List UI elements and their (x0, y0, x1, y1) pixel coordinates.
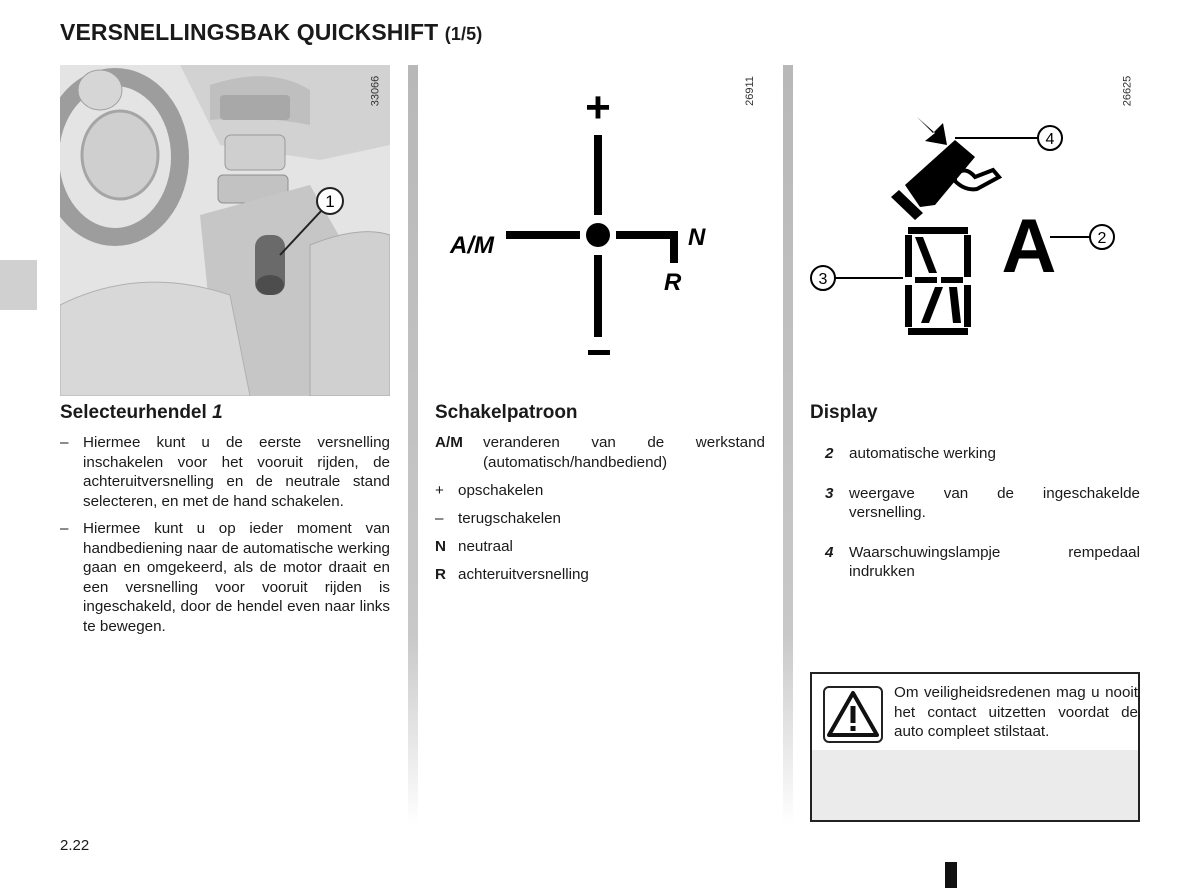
bullet-dash: – (60, 520, 69, 537)
definition-text: neutraal (458, 537, 513, 555)
definition-term: – (435, 509, 444, 527)
list-item-text: Hiermee kunt u op ieder moment van handbediening naar de automatische werking gaan en omgekeerd, als de motor draait en een versnelling voor vooruit rijden is ingeschakeld, door de hendel even naar links te bewegen. (83, 520, 390, 635)
callout-4-label: 4 (1045, 131, 1055, 148)
gear-digit-display (905, 227, 971, 335)
list-item (825, 444, 1140, 464)
definition-term: A/M (435, 434, 463, 451)
bullet-dash: – (60, 434, 69, 451)
display-diagram (795, 65, 1150, 385)
legend-text: weergave van de ingeschakelde versnelling. (849, 484, 1140, 521)
list-item (825, 484, 1140, 523)
definition-term: N (435, 537, 446, 555)
list-item (60, 519, 390, 636)
page-title (60, 19, 482, 46)
list-item (825, 543, 1140, 582)
figure-ref-photo: 33066 (369, 75, 382, 107)
list-item (435, 565, 765, 585)
title-main: VERSNELLINGSBAK QUICKSHIFT (60, 19, 439, 45)
title-part-indicator: (1/5) (444, 24, 483, 44)
gear-lever-photo (60, 65, 390, 396)
display-heading: Display (810, 402, 878, 423)
page-edge-marker (945, 862, 957, 888)
legend-number: 4 (825, 543, 834, 561)
warning-triangle-icon (823, 686, 883, 743)
definition-text: terugschakelen (458, 509, 562, 527)
warning-text: Om veiligheidsredenen mag u nooit het contact uitzetten voordat de auto compleet stilstaat. (894, 684, 1138, 740)
pattern-heading: Schakelpatroon (435, 402, 578, 423)
selector-bullet-list (60, 433, 390, 644)
legend-number: 3 (825, 484, 834, 502)
list-item (435, 481, 765, 501)
page-number: 2.22 (60, 837, 90, 854)
warning-content (812, 674, 1138, 750)
list-item (435, 537, 765, 557)
list-item (60, 433, 390, 511)
callout-1-label: 1 (325, 192, 335, 211)
selector-heading-ref: 1 (212, 402, 223, 423)
list-item-text: Hiermee kunt u de eerste versnelling inschakelen voor het vooruit rijden, de achteruitversnelling en de neutrale stand selecteren, en met de hand schakelen. (83, 434, 390, 510)
dashboard-illustration (60, 65, 390, 396)
r-label: R (664, 269, 682, 296)
definition-term: R (435, 565, 446, 583)
callout-3-label: 3 (818, 271, 828, 288)
definition-text: opschakelen (458, 481, 544, 499)
am-label: A/M (450, 232, 494, 259)
selector-heading (60, 402, 223, 424)
legend-text: automatische werking (849, 445, 996, 462)
chapter-tab (0, 260, 37, 310)
column-separator-1 (408, 65, 418, 825)
legend-number: 2 (825, 445, 834, 462)
figure-ref-display: 26625 (1121, 75, 1134, 107)
list-item (435, 509, 765, 529)
legend-text: Waarschuwingslampje rempedaal indrukken (849, 543, 1140, 580)
definition-text: achteruitversnelling (458, 565, 589, 583)
safety-warning-box (810, 672, 1140, 822)
n-label: N (688, 224, 706, 251)
plus-symbol: + (585, 83, 611, 132)
automatic-mode-letter: A (1001, 204, 1057, 289)
pattern-definition-list (435, 433, 765, 593)
selector-heading-text: Selecteurhendel (60, 402, 207, 423)
column-separator-2 (783, 65, 793, 825)
display-legend-list (825, 444, 1140, 582)
figure-ref-pattern: 26911 (743, 76, 756, 106)
brake-pedal-warning-icon (891, 115, 999, 220)
definition-text: veranderen van de werkstand (automatisch/handbediend) (483, 434, 765, 471)
list-item (435, 433, 765, 472)
definition-term: + (435, 481, 444, 499)
shift-pattern-diagram (418, 65, 783, 385)
callout-2-label: 2 (1097, 230, 1107, 247)
